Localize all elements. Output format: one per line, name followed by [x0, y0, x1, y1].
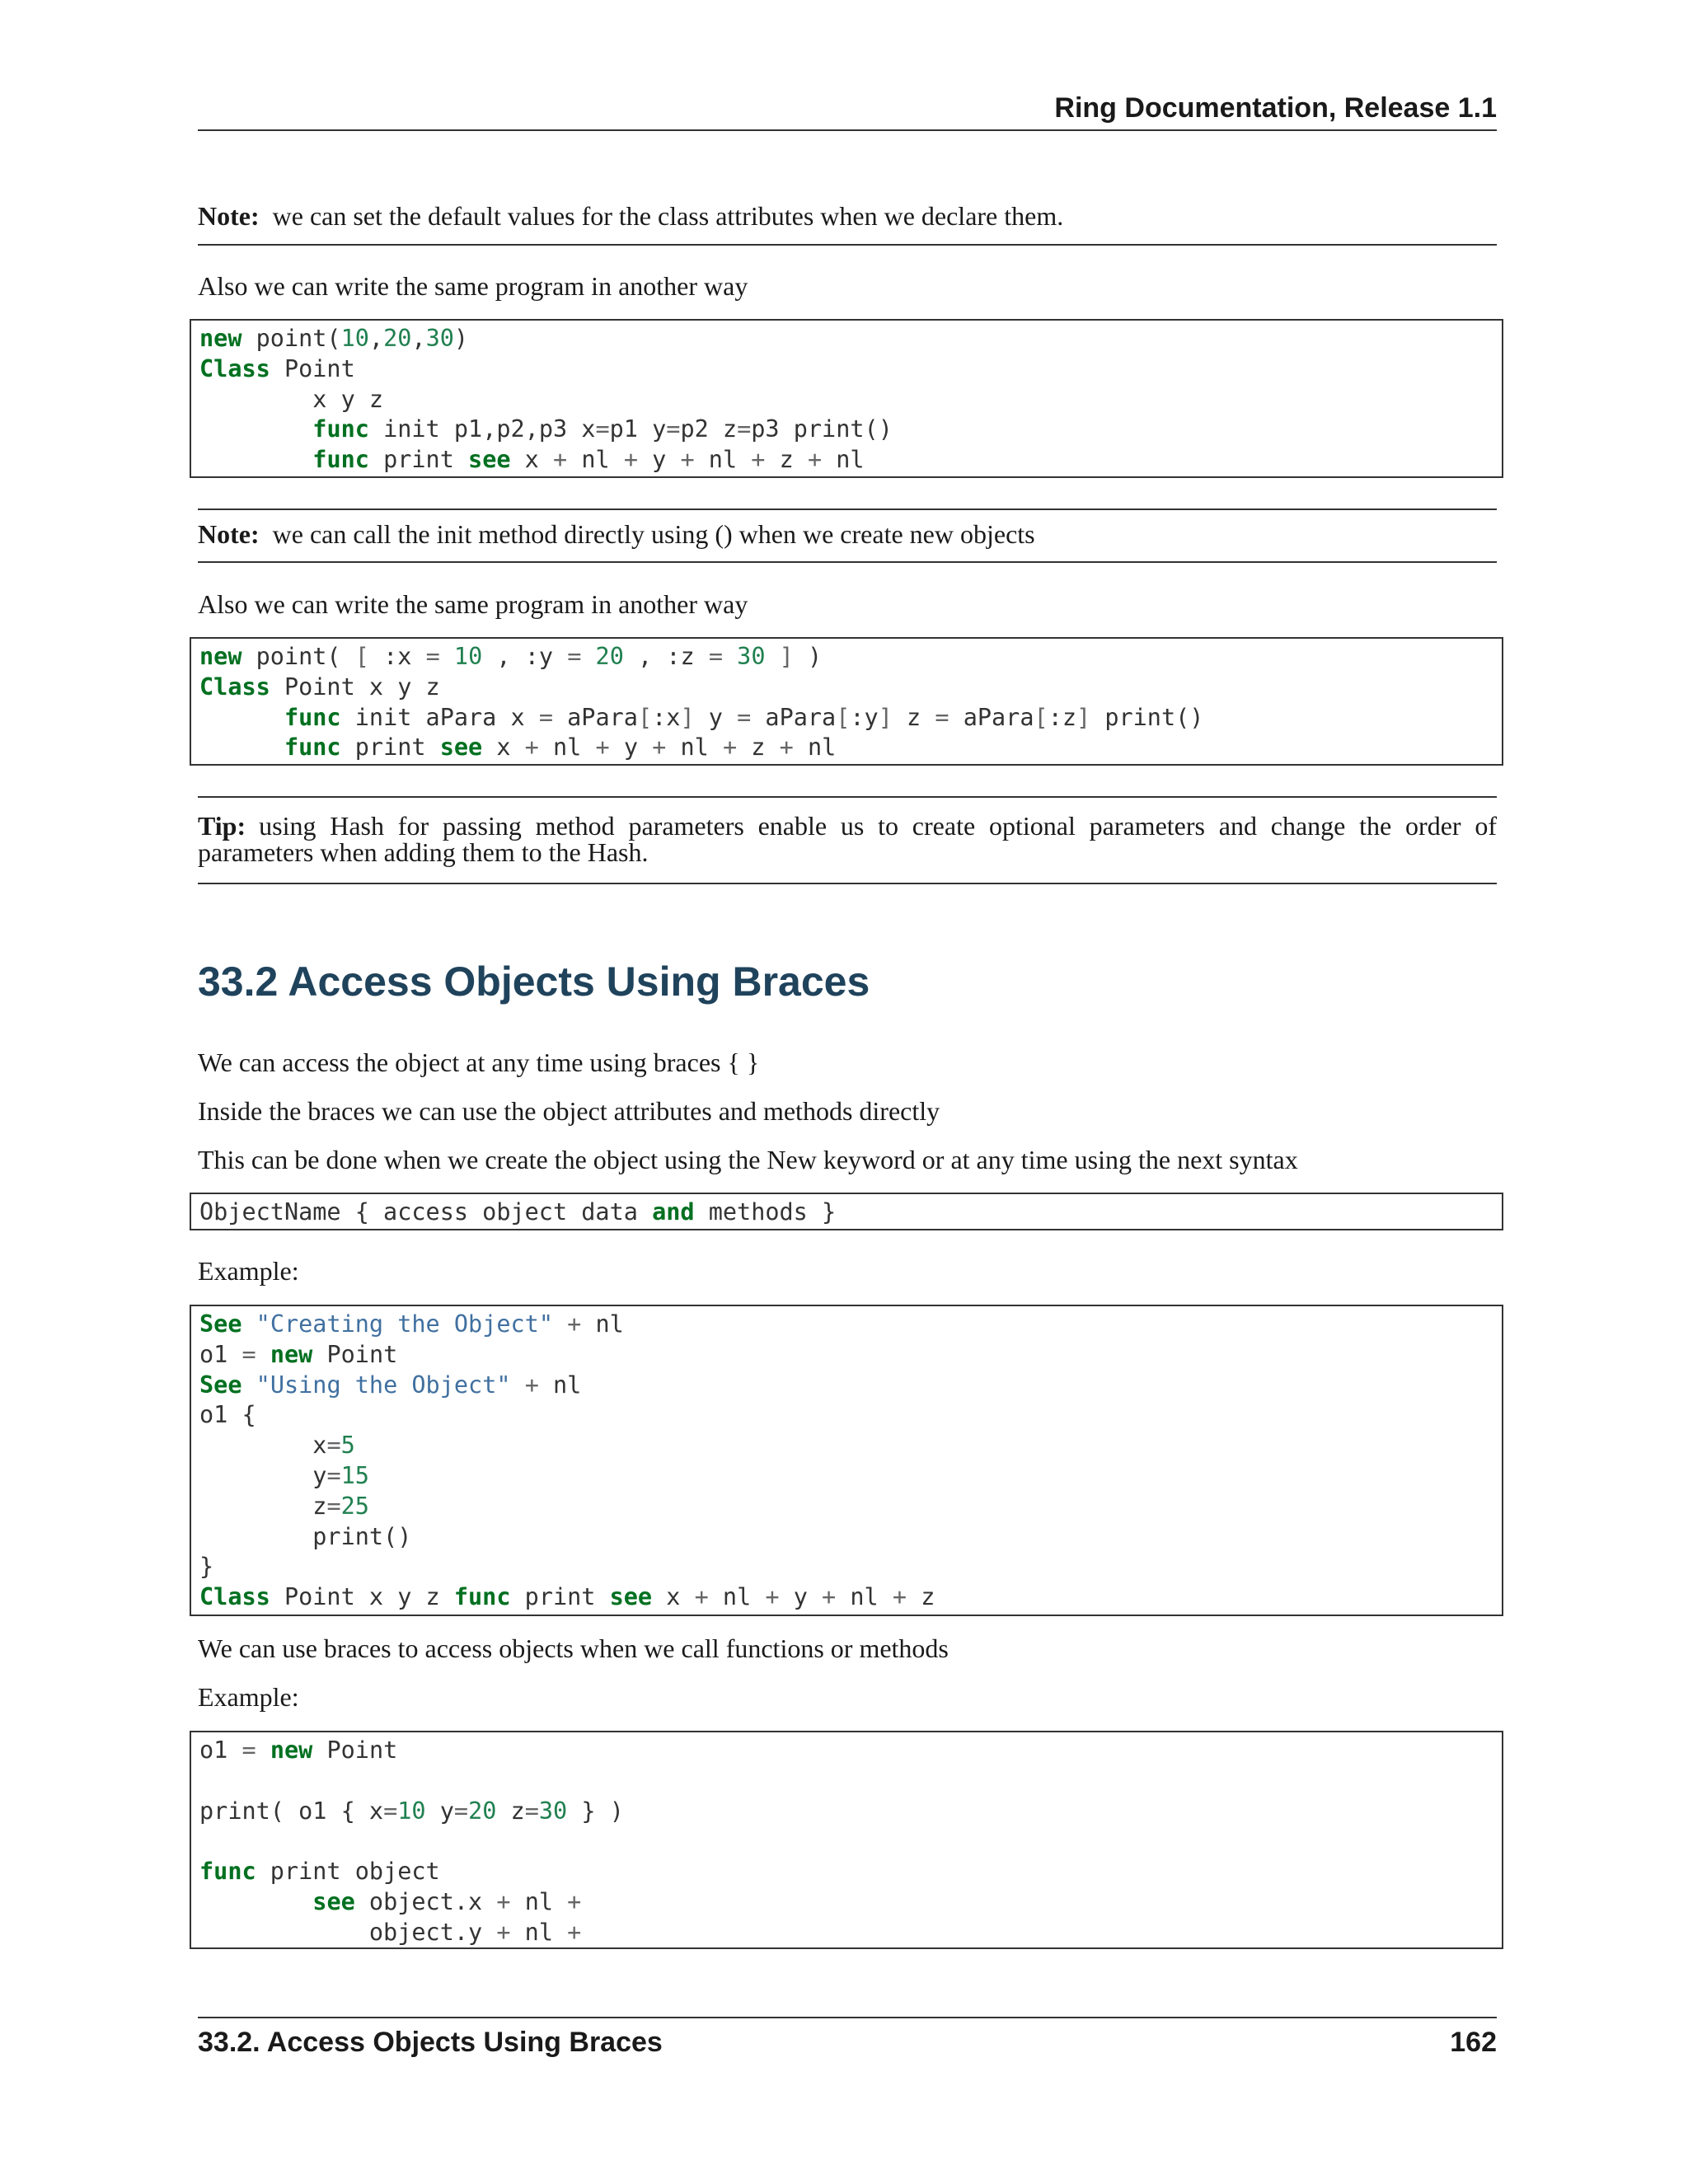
- code-text: nl: [510, 1887, 568, 1915]
- header-rule: [198, 129, 1497, 131]
- code-text: p1 y: [609, 415, 667, 443]
- keyword-token: func: [312, 446, 369, 474]
- code-text: aPara: [552, 703, 638, 731]
- paragraph: Example:: [198, 1256, 299, 1286]
- code-text: print: [510, 1583, 610, 1611]
- operator-token: +: [567, 1310, 582, 1338]
- string-token: "Creating the Object": [256, 1310, 553, 1338]
- operator-token: =: [524, 1797, 539, 1825]
- code-text: Point: [312, 1340, 398, 1368]
- tip-label: Tip:: [198, 811, 246, 841]
- code-text: y: [637, 446, 681, 474]
- code-text: p2 z: [680, 415, 738, 443]
- code-line: [199, 642, 1493, 673]
- code-text: print( o1 { x: [199, 1797, 384, 1825]
- code-block: [190, 319, 1503, 478]
- operator-token: =: [241, 1340, 256, 1368]
- operator-token: +: [652, 733, 667, 762]
- paragraph: We can access the object at any time using braces { }: [198, 1047, 760, 1077]
- code-text: aPara: [751, 703, 837, 731]
- operator-token: ]: [680, 703, 695, 731]
- code-text: y: [694, 703, 738, 731]
- operator-token: +: [779, 733, 794, 762]
- code-block: [190, 1731, 1503, 1949]
- operator-token: ]: [878, 703, 893, 731]
- code-line: [199, 1461, 1493, 1492]
- code-text: z: [737, 733, 780, 762]
- code-line: [199, 703, 1493, 733]
- code-text: x y z: [199, 385, 384, 413]
- operator-token: =: [425, 643, 440, 670]
- code-line: [199, 1736, 1493, 1766]
- code-text: point(: [241, 643, 355, 670]
- code-text: Point: [312, 1736, 398, 1764]
- code-line: [199, 1887, 1493, 1918]
- tip-rule: [198, 883, 1497, 884]
- operator-token: [: [637, 703, 653, 731]
- operator-token: ]: [779, 643, 794, 670]
- code-line: [199, 415, 1493, 445]
- code-text: [199, 704, 284, 731]
- code-text: nl: [510, 1918, 568, 1946]
- keyword-token: new: [270, 1736, 313, 1764]
- code-line: [199, 1857, 1493, 1887]
- code-text: [581, 643, 595, 670]
- code-text: , :z: [623, 643, 709, 670]
- code-line: [199, 1400, 1493, 1431]
- code-line: [199, 1522, 1493, 1553]
- code-text: nl: [538, 1371, 582, 1399]
- code-text: x: [482, 733, 525, 762]
- note-rule: [198, 561, 1497, 563]
- code-text: point(: [241, 325, 341, 352]
- code-text: print: [340, 733, 440, 762]
- code-text: nl: [538, 733, 596, 762]
- keyword-token: see: [312, 1887, 355, 1915]
- keyword-token: new: [270, 1340, 313, 1368]
- code-text: [723, 643, 737, 670]
- code-text: ): [793, 643, 823, 670]
- keyword-token: new: [199, 325, 242, 352]
- keyword-token: Class: [199, 354, 270, 382]
- number-token: 25: [340, 1492, 369, 1520]
- code-text: x: [199, 1432, 327, 1460]
- code-text: x: [510, 446, 553, 474]
- section-heading: 33.2 Access Objects Using Braces: [198, 958, 870, 1005]
- code-text: p3 print(): [751, 415, 893, 443]
- code-text: [553, 1310, 567, 1338]
- number-token: 20: [468, 1797, 497, 1825]
- code-line: [199, 1918, 1493, 1948]
- keyword-token: Class: [199, 673, 270, 701]
- code-text: x: [652, 1583, 695, 1611]
- code-text: nl: [666, 733, 723, 762]
- code-line: [199, 354, 1493, 385]
- operator-token: =: [326, 1461, 341, 1489]
- code-line: [199, 445, 1493, 476]
- operator-token: +: [567, 1918, 582, 1946]
- operator-token: =: [737, 703, 752, 731]
- code-text: nl: [708, 1583, 766, 1611]
- code-text: print(): [199, 1522, 412, 1550]
- operator-token: [: [836, 703, 851, 731]
- operator-token: +: [765, 1583, 780, 1611]
- number-token: 20: [383, 325, 412, 352]
- paragraph: We can use braces to access objects when we call functions or methods: [198, 1633, 949, 1663]
- code-text: z: [892, 703, 935, 731]
- footer-page-number: 162: [1450, 2027, 1497, 2058]
- code-text: [199, 415, 312, 443]
- keyword-token: see: [439, 733, 483, 762]
- operator-token: =: [935, 703, 950, 731]
- code-block: [190, 1193, 1503, 1230]
- operator-token: =: [737, 415, 752, 443]
- code-block: [190, 637, 1503, 766]
- code-line: [199, 1310, 1493, 1340]
- running-header-title: Ring Documentation, Release 1.1: [1054, 92, 1497, 124]
- code-text: init p1,p2,p3 x: [368, 415, 596, 443]
- operator-token: +: [524, 733, 539, 762]
- code-text: nl: [793, 733, 837, 762]
- code-text: :x: [368, 643, 426, 670]
- number-token: 30: [538, 1797, 568, 1825]
- code-text: [256, 1736, 270, 1764]
- code-text: o1: [199, 1736, 242, 1764]
- code-text: Point: [270, 354, 355, 382]
- code-text: nl: [836, 1583, 893, 1611]
- note-init-method: [198, 518, 1497, 550]
- code-text: ): [453, 325, 469, 352]
- tip-box: [198, 813, 1497, 865]
- operator-token: =: [241, 1736, 256, 1764]
- code-text: [766, 643, 780, 670]
- footer-section-title: 33.2. Access Objects Using Braces: [198, 2027, 663, 2058]
- keyword-token: func: [284, 703, 341, 731]
- note-default-values: [198, 200, 1497, 232]
- number-token: 10: [453, 643, 483, 670]
- number-token: 20: [595, 643, 624, 670]
- code-text: [199, 446, 312, 473]
- keyword-token: and: [652, 1198, 695, 1226]
- code-line: [199, 1431, 1493, 1461]
- footer-rule: [198, 2017, 1497, 2018]
- number-token: 5: [340, 1432, 355, 1460]
- number-token: 10: [397, 1797, 426, 1825]
- keyword-token: func: [453, 1583, 511, 1611]
- code-text: print: [368, 446, 469, 474]
- code-text: ObjectName { access object data: [199, 1198, 653, 1226]
- operator-token: +: [524, 1371, 539, 1399]
- operator-token: +: [722, 733, 738, 762]
- code-text: :y: [850, 703, 879, 731]
- code-text: y: [199, 1461, 327, 1489]
- code-block: [190, 1305, 1503, 1616]
- code-text: [241, 1371, 256, 1399]
- code-text: object.x: [354, 1887, 497, 1915]
- operator-token: +: [496, 1918, 511, 1946]
- string-token: "Using the Object": [256, 1371, 511, 1399]
- operator-token: =: [567, 643, 582, 670]
- code-text: aPara: [949, 703, 1034, 731]
- keyword-token: See: [199, 1310, 242, 1338]
- code-text: nl: [822, 446, 865, 474]
- code-text: z: [199, 1492, 327, 1520]
- code-text: [241, 1310, 256, 1338]
- code-text: y: [425, 1797, 454, 1825]
- code-line: [199, 733, 1493, 763]
- code-text: print(): [1090, 703, 1204, 731]
- code-text: z: [765, 446, 808, 474]
- code-line: [199, 1766, 1493, 1797]
- keyword-token: see: [468, 446, 511, 474]
- operator-token: +: [680, 446, 695, 474]
- code-line: [199, 1797, 1493, 1827]
- operator-token: +: [567, 1887, 582, 1915]
- operator-token: +: [807, 446, 823, 474]
- code-text: object.y: [199, 1918, 497, 1946]
- operator-token: +: [553, 446, 568, 474]
- code-text: nl: [567, 446, 624, 474]
- operator-token: +: [892, 1583, 907, 1611]
- code-text: o1 {: [199, 1401, 256, 1429]
- code-line: [199, 1492, 1493, 1522]
- code-text: y: [609, 733, 653, 762]
- note-label: Note:: [198, 519, 260, 549]
- code-text: nl: [694, 446, 752, 474]
- paragraph: This can be done when we create the object using the New keyword or at any time using the next syntax: [198, 1145, 1298, 1174]
- code-text: z: [496, 1797, 525, 1825]
- operator-token: =: [326, 1492, 341, 1520]
- keyword-token: See: [199, 1371, 242, 1399]
- keyword-token: func: [199, 1858, 256, 1886]
- operator-token: =: [666, 415, 681, 443]
- code-line: [199, 1340, 1493, 1371]
- code-text: ,: [411, 325, 426, 352]
- code-text: Point x y z: [270, 1583, 454, 1611]
- keyword-token: new: [199, 643, 242, 670]
- code-text: [256, 1341, 270, 1368]
- code-text: o1: [199, 1340, 242, 1368]
- code-text: y: [779, 1583, 823, 1611]
- number-token: 10: [340, 325, 369, 352]
- note-text: we can call the init method directly using () when we create new objects: [272, 519, 1035, 549]
- tip-text: using Hash for passing method parameters enable us to create optional parameters and change the order of parameters when adding them to the Hash.: [198, 811, 1497, 867]
- code-text: [199, 733, 284, 761]
- code-line: [199, 1197, 1493, 1228]
- code-text: [199, 1888, 312, 1915]
- code-text: }: [199, 1553, 214, 1581]
- code-text: , :y: [482, 643, 568, 670]
- number-token: 30: [425, 325, 454, 352]
- keyword-token: see: [609, 1583, 653, 1611]
- operator-token: [: [354, 643, 369, 670]
- code-text: z: [907, 1583, 935, 1611]
- operator-token: =: [708, 643, 723, 670]
- code-text: Point x y z: [270, 673, 440, 701]
- code-text: :x: [652, 703, 681, 731]
- paragraph: Also we can write the same program in another way: [198, 589, 748, 619]
- tip-rule: [198, 796, 1497, 798]
- code-text: [440, 643, 454, 670]
- operator-token: +: [496, 1887, 511, 1915]
- code-text: [511, 1371, 525, 1399]
- code-line: [199, 1552, 1493, 1582]
- note-label: Note:: [198, 201, 260, 231]
- code-line: [199, 1826, 1493, 1857]
- operator-token: [: [1034, 703, 1048, 731]
- number-token: 30: [737, 643, 766, 670]
- paragraph: Inside the braces we can use the object attributes and methods directly: [198, 1096, 940, 1126]
- note-text: we can set the default values for the class attributes when we declare them.: [272, 201, 1064, 231]
- keyword-token: Class: [199, 1583, 270, 1611]
- operator-token: =: [383, 1797, 398, 1825]
- code-line: [199, 1582, 1493, 1613]
- keyword-token: func: [284, 733, 341, 762]
- code-text: init aPara x: [340, 703, 539, 731]
- code-text: print object: [256, 1858, 440, 1886]
- code-line: [199, 673, 1493, 703]
- operator-token: =: [326, 1432, 341, 1460]
- operator-token: ]: [1076, 703, 1091, 731]
- operator-token: +: [822, 1583, 837, 1611]
- note-rule: [198, 244, 1497, 246]
- code-text: nl: [581, 1310, 624, 1338]
- operator-token: +: [623, 446, 638, 474]
- code-text: methods }: [694, 1198, 837, 1226]
- code-line: [199, 1371, 1493, 1401]
- paragraph: Also we can write the same program in another way: [198, 271, 748, 301]
- operator-token: =: [595, 415, 610, 443]
- number-token: 15: [340, 1461, 369, 1489]
- code-text: ,: [368, 325, 384, 352]
- paragraph: Example:: [198, 1682, 299, 1712]
- code-text: } ): [567, 1797, 624, 1825]
- code-text: :z: [1048, 703, 1076, 731]
- operator-token: =: [453, 1797, 469, 1825]
- note-rule: [198, 509, 1497, 510]
- operator-token: +: [595, 733, 610, 762]
- keyword-token: func: [312, 415, 369, 443]
- code-line: [199, 385, 1493, 415]
- operator-token: +: [694, 1583, 709, 1611]
- operator-token: +: [751, 446, 766, 474]
- operator-token: =: [538, 703, 553, 731]
- code-line: [199, 324, 1493, 354]
